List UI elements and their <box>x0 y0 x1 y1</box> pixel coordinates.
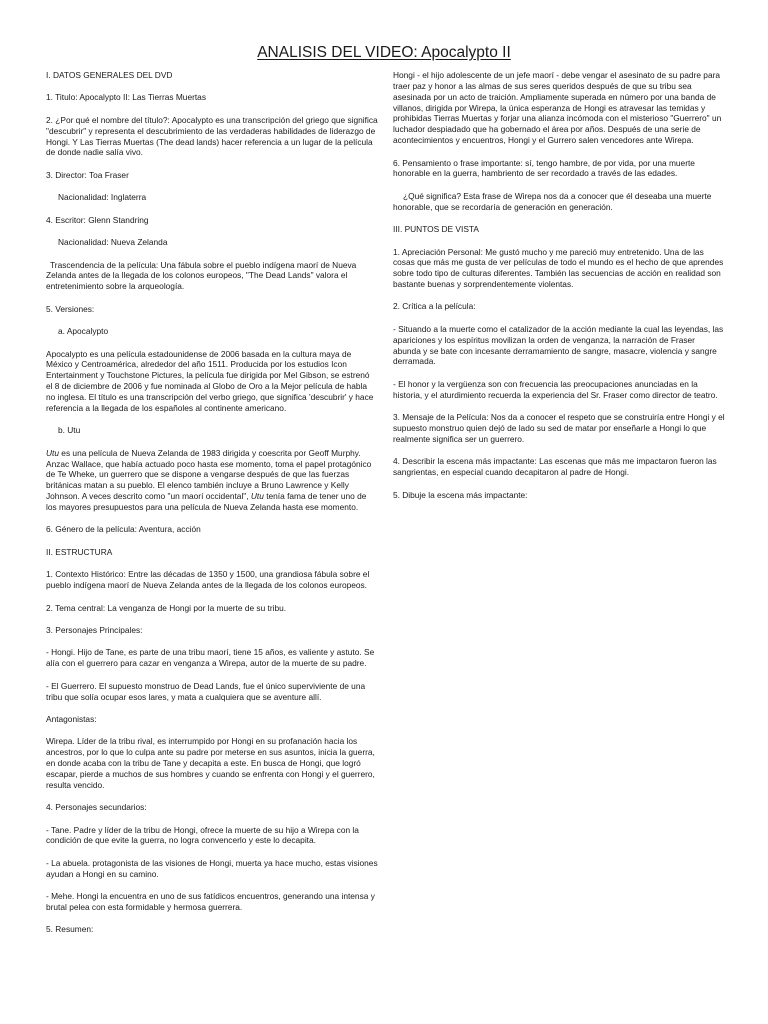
paragraph: Utu es una película de Nueva Zelanda de 1983 dirigida y coescrita por Geoff Murphy. Anzac Wallace, que había actuado poco hasta ese momento, toma el papel protagónico de Te Wheke, un guerrero que se dispone a vengarse después de que las fuerzas británicas matan a su pueblo. El elenco también incluye a Bruno Lawrence y Kelly Johnson. A veces descrito como "un maorí occidental", Utu tenía fama de tener uno de los mayores presupuestos para una película de Nueva Zelanda hasta ese momento. <box>46 447 372 512</box>
paragraph: - La abuela. protagonista de las visiones de Hongi, muerta ya hace mucho, estas visiones ayudan a Hongi en su camino. <box>46 857 378 879</box>
paragraph: 3. Personajes Principales: <box>46 624 143 635</box>
paragraph: III. PUNTOS DE VISTA <box>393 224 479 235</box>
paragraph: 4. Personajes secundarios: <box>46 802 147 813</box>
paragraph: 1. Titulo: Apocalypto II: Las Tierras Muertas <box>46 92 206 103</box>
paragraph: 3. Director: Toa Fraser <box>46 169 129 180</box>
paragraph: Apocalypto es una película estadounidense de 2006 basada en la cultura maya de México y Centroamérica, alrededor del año 1511. Producida por los estudios Icon Entertainment y Touchstone Pictures, la película fue dirigida por Mel Gibson, se estrenó el 8 de diciembre de 2006 y fue nominada al Globo de Oro a la Mejor película de habla no inglesa. El título es una transcripción del verbo griego, que significa 'descubrir' y hace referencia a la llegada de los españoles al continente americano. <box>46 348 374 413</box>
paragraph: 4. Escritor: Glenn Standring <box>46 214 149 225</box>
paragraph: - Tane. Padre y líder de la tribu de Hongi, ofrece la muerte de su hijo a Wirepa con la condición de que evite la guerra, no logra convencerlo y este lo decapita. <box>46 824 359 846</box>
paragraph: 1. Apreciación Personal: Me gustó mucho y me pareció muy entretenido. Una de las cosas que más me gusta de ver películas de todo el mundo es el hecho de que aprendes sobre todo tipo de culturas diferentes. También las secuencias de acción en realidad son bastante buenas y sorprendentemente violentas. <box>393 246 724 290</box>
paragraph: - Situando a la muerte como el catalizador de la acción mediante la cual las leyendas, las apariciones y los espíritus movilizan la orden de venganza, la narración de Fraser abunda y se bate con incesante derramamiento de sangre, masacre, violencia y sangre derramada. <box>393 323 724 367</box>
paragraph: - Hongi. Hijo de Tane, es parte de una tribu maorí, tiene 15 años, es valiente y astuto. Se alía con el guerrero para cazar en venganza a Wirepa, autor de la muerte de su padre. <box>46 647 375 669</box>
right-column <box>393 70 725 512</box>
paragraph: - Mehe. Hongi la encuentra en uno de sus fatídicos encuentros, generando una intensa y brutal pelea con esta formidable y hermosa guerrera. <box>46 891 375 913</box>
paragraph: 5. Versiones: <box>46 303 95 314</box>
paragraph: 5. Resumen: <box>46 924 94 935</box>
paragraph: a. Apocalypto <box>58 326 109 337</box>
paragraph: Nacionalidad: Nueva Zelanda <box>58 237 168 248</box>
paragraph: 2. Crítica a la película: <box>393 301 476 312</box>
paragraph: Wirepa. Líder de la tribu rival, es interrumpido por Hongi en su profanación hacia los ancestros, por lo que lo culpa ante su padre por meterse en sus asuntos, inicia la guerra, en donde acaba con la tribu de Tane y decapita a este. En busca de Hongi, que logró escapar, pierde a muchos de sus hombres y cuando se enfrenta con Hongi y el guerrero, resulta vencido. <box>46 736 375 790</box>
paragraph: Hongi - el hijo adolescente de un jefe maorí - debe vengar el asesinato de su padre para traer paz y honor a las almas de sus seres queridos después de que su tribu sea asesinada por un acto de traición. Ampliamente superada en número por una banda de villanos, dirigida por Wirepa, la única esperanza de Hongi es atravesar las temidas y prohibidas Tierras Muertas y forjar una alianza incómoda con el misterioso "Guerrero" un luchador despiadado que ha gobernado el área por años. Después de una serie de acontecimientos y encuentros, Hongi y el Gurrero salen vencedores ante Wirepa. <box>393 70 722 146</box>
paragraph: ¿Qué significa? Esta frase de Wirepa nos da a conocer que él deseaba una muerte honorable, que se recordaría de generación en generación. <box>393 190 712 212</box>
paragraph: Nacionalidad: Inglaterra <box>58 192 147 203</box>
page-title: ANALISIS DEL VIDEO: Apocalypto II <box>257 44 511 61</box>
paragraph: II. ESTRUCTURA <box>46 546 113 557</box>
paragraph: 1. Contexto Histórico: Entre las décadas de 1350 y 1500, una grandiosa fábula sobre el pueblo indígena maorí de Nueva Zelanda antes de la llegada de los colonos europeos. <box>46 569 370 591</box>
paragraph: 2. ¿Por qué el nombre del título?: Apocalypto es una transcripción del griego que significa "descubrir" y representa el descubrimiento de las verdaderas habilidades de liderazgo de Hongi. Y Las Tierras Muertas (The dead lands) hacer referencia a un lugar de la película de donde nadie salía vivo. <box>46 114 378 158</box>
paragraph: 6. Género de la película: Aventura, acción <box>46 524 201 535</box>
paragraph: Antagonistas: <box>46 713 97 724</box>
paragraph: I. DATOS GENERALES DEL DVD <box>46 70 173 80</box>
paragraph: 5. Dibuje la escena más impactante: <box>393 489 528 500</box>
paragraph: Trascendencia de la película: Una fábula sobre el pueblo indígena maorí de Nueva Zelanda antes de la llegada de los colonos europeos, "The Dead Lands" valora el entretenimiento sobre la arqueología. <box>46 259 357 292</box>
paragraph: 4. Describir la escena más impactante: Las escenas que más me impactaron fueron las sangrientas, en especial cuando decapitaron al padre de Hongi. <box>393 456 717 478</box>
paragraph: 6. Pensamiento o frase importante: sí, tengo hambre, de por vida, por una muerte honorable en la guerra, hambriento de ser recordado a través de las edades. <box>393 157 695 179</box>
paragraph: - El Guerrero. El supuesto monstruo de Dead Lands, fue el único superviviente de una tribu que solía ocupar esos lares, y mata a cualquiera que se aventure allí. <box>46 680 366 702</box>
paragraph: 2. Tema central: La venganza de Hongi por la muerte de su tribu. <box>46 602 287 613</box>
paragraph: - El honor y la vergüenza son con frecuencia las preocupaciones anunciadas en la historia, y el aturdimiento recuerda la experiencia del Sr. Fraser como director de teatro. <box>393 378 718 400</box>
paragraph: b. Utu <box>58 425 81 436</box>
left-column <box>46 70 378 947</box>
paragraph: 3. Mensaje de la Película: Nos da a conocer el respeto que se construiría entre Hongi y el supuesto monstruo quien dejó de lado su sed de matar por enseñarle a Hongi lo que realmente significa ser un guerrero. <box>393 412 725 444</box>
